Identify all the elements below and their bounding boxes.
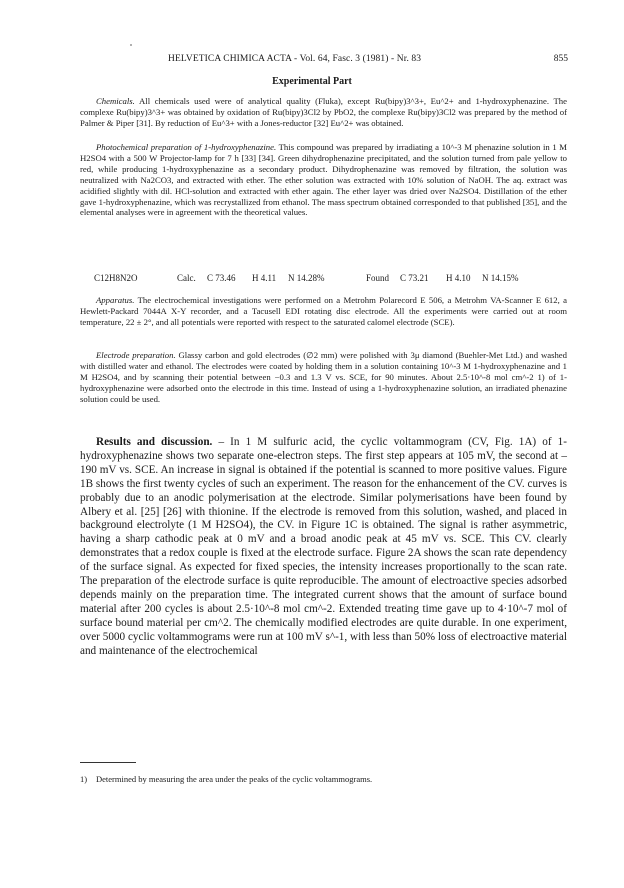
electrode-lead: Electrode preparation. bbox=[96, 350, 176, 360]
formula-calc-c: C 73.46 bbox=[207, 273, 236, 283]
formula-calc-n: N 14.28% bbox=[288, 273, 325, 283]
results-text: – In 1 M sulfuric acid, the cyclic voltammogram (CV, Fig. 1A) of 1-hydroxyphenazine shows two separate one-electron steps. The first step appears at 105 mV, the second at – 190 mV vs. SCE. An increase in signal is obtained if the potential is scanned to more positive values. Figure 1B shows the first twenty cycles of such an experiment. The reason for the enhancement of the CV. curves is probably due to an anodic polymerisation at the electrode. Similar polymerisations have been found by Albery et al. [25] [26] with thionine. If the electrode is removed from this solution, washed, and placed in background electrolyte (1 M H2SO4), the CV. in Figure 1C is obtained. The signal is rather asymmetric, having a sharp cathodic peak at 0 mV and a broad anodic peak at 45 mV vs. SCE. This CV. clearly demonstrates that a redox couple is fixed at the electrode surface. Figure 2A shows the scan rate dependency of the surface signal. As expected for fixed species, the intensity increases proportionally to the scan rate. The preparation of the electrode surface is quite reproducible. The amount of electroactive species adsorbed depends mainly on the preparation time. The integrated current shows that the amount of surface bound material after 200 cycles is about 2.5·10^-8 mol cm^-2. Extended treating time gave up to 4·10^-7 mol of surface bound material per cm^2. The chemically modified electrodes are quite durable. In one experiment, over 5000 cyclic voltammograms were run at 100 mV s^-1, with less than 50% loss of electroactive material and maintenance of the electrochemical bbox=[80, 436, 567, 657]
footnote-mark: 1) bbox=[80, 774, 88, 784]
footnote-text: Determined by measuring the area under the peaks of the cyclic voltammograms. bbox=[96, 774, 373, 784]
section-title: Experimental Part bbox=[272, 76, 352, 87]
footnote bbox=[80, 774, 567, 784]
formula-found-n: N 14.15% bbox=[482, 273, 519, 283]
page-number: 855 bbox=[553, 54, 568, 64]
formula-found-c: C 73.21 bbox=[400, 273, 429, 283]
results-paragraph bbox=[80, 436, 567, 659]
photochemical-lead: Photochemical preparation of 1-hydroxyphenazine. bbox=[96, 142, 277, 152]
electrode-paragraph bbox=[80, 350, 567, 405]
running-head: HELVETICA CHIMICA ACTA - Vol. 64, Fasc. 3 (1981) - Nr. 83 bbox=[168, 54, 422, 64]
apparatus-paragraph bbox=[80, 295, 567, 328]
photochemical-text: This compound was prepared by irradiating a 10^-3 M phenazine solution in 1 M H2SO4 with a 500 W Projector-lamp for 7 h [33] [34]. Green dihydrophenazine precipitated, and the solution turned from pale yellow to red, while producing 1-hydroxyphenazine as a secondary product. Dihydrophenazine was removed by filtration, the solution was neutralized with Na2CO3, and extracted with ether. The ether solution was extracted with 10% solution of NaOH. The aq. extract was acidified slightly with dil. HCl-solution and extracted with ether again. The ether layer was dried over Na2SO4. Distillation of the ether gave 1-hydroxyphenazine, which was recrystallized from ethanol. The mass spectrum obtained corresponded to that published [35], and the elemental analyses were in agreement with the theoretical values. bbox=[80, 142, 568, 218]
electrode-text: Glassy carbon and gold electrodes (∅2 mm) were polished with 3μ diamond (Buehler-Met Ltd.) and washed with distilled water and ethanol. The electrodes were coated by holding them in a solution containing 10^-3 M 1-hydroxyphenazine and 1 M H2SO4, and by scanning their potential between −0.3 and 1.3 V vs. SCE, for 90 minutes. About 2.5·10^-8 mol cm^-2 1) of 1-hydroxyphenazine were adsorbed onto the electrode in this time. Instead of using a 1-hydroxyphenazine solution, an irradiated phenazine solution could be used. bbox=[80, 350, 567, 404]
formula-calc-h: H 4.11 bbox=[252, 273, 277, 283]
chemicals-paragraph bbox=[80, 96, 567, 129]
formula-found-label: Found bbox=[366, 273, 390, 283]
apparatus-lead: Apparatus. bbox=[96, 295, 135, 305]
formula-found-h: H 4.10 bbox=[446, 273, 471, 283]
chemicals-text: All chemicals used were of analytical quality (Fluka), except Ru(bipy)3^3+, Eu^2+ and 1-hydroxyphenazine. The complexe Ru(bipy)3^3+ was obtained by oxidation of Ru(bipy)3Cl2 by PbO2, the complexe Ru(bipy)3Cl2 was prepared by the method of Palmer & Piper [31]. By reduction of Eu^3+ with a Jones-reductor [32] Eu^2+ was obtained. bbox=[80, 96, 567, 128]
footnote-rule bbox=[80, 762, 136, 763]
formula-compound: C12H8N2O bbox=[94, 273, 138, 283]
apparatus-text: The electrochemical investigations were performed on a Metrohm Polarecord E 506, a Metrohm VA-Scanner E 612, a Hewlett-Packard 7044A X-Y recorder, and a Tacusell EDI rotating disc electrode. All the experiments were carried out at room temperature, 22 ± 2°, and all potentials were reported with respect to the saturated calomel electrode (SCE). bbox=[80, 295, 567, 327]
formula-calc-label: Calc. bbox=[177, 273, 196, 283]
photochemical-paragraph bbox=[80, 142, 567, 218]
results-lead: Results and discussion. bbox=[96, 436, 213, 448]
chemicals-lead: Chemicals. bbox=[96, 96, 135, 106]
scan-speck bbox=[130, 44, 132, 46]
